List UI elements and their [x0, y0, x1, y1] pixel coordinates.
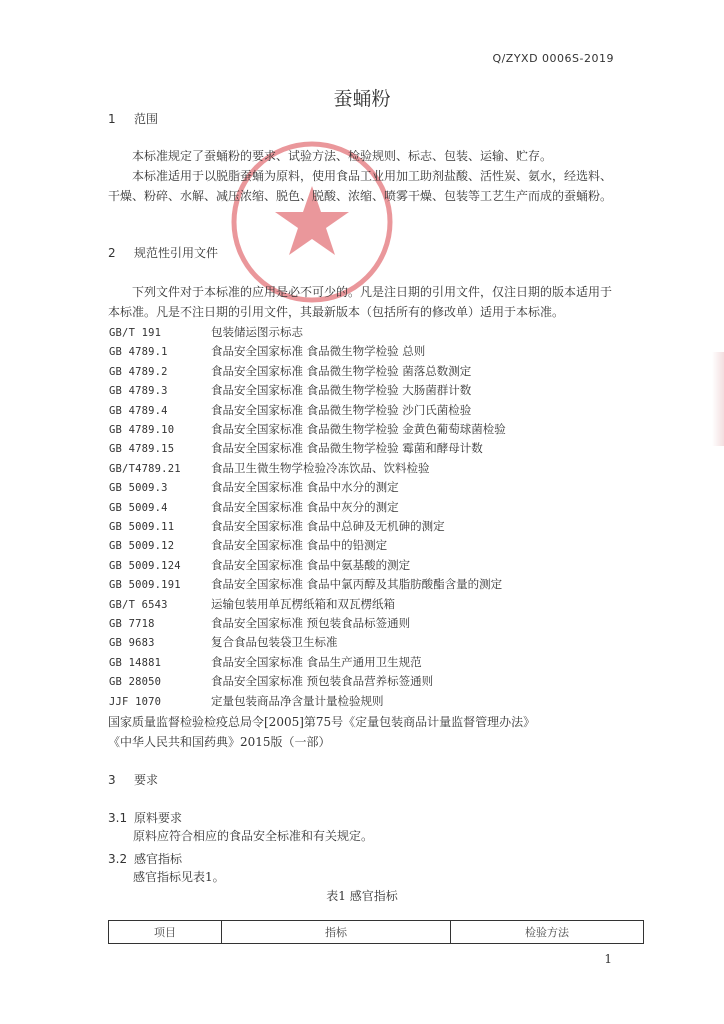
reference-code: GB 7718	[109, 618, 155, 630]
reference-title: 食品安全国家标准 食品中灰分的测定	[211, 499, 399, 514]
reference-title: 食品安全国家标准 食品微生物学检验 大肠菌群计数	[211, 383, 472, 398]
reference-item	[109, 479, 399, 498]
section-3-2-text: 感官指标见表1。	[133, 870, 225, 884]
reference-title: 食品安全国家标准 预包装食品营养标签通则	[211, 674, 434, 689]
document-title: 蚕蛹粉	[333, 88, 391, 110]
reference-code: GB 14881	[109, 656, 162, 669]
section-1-heading: 1 范围	[108, 112, 159, 126]
reference-item	[109, 615, 410, 634]
reference-code: GB 4789.2	[109, 365, 168, 378]
reference-code: JJF 1070	[109, 695, 162, 708]
reference-title: 食品安全国家标准 食品生产通用卫生规范	[211, 654, 422, 669]
reference-code: GB 4789.4	[109, 404, 168, 417]
reference-item	[109, 673, 433, 692]
reference-title: 食品安全国家标准 食品中氯丙醇及其脂肪酸酯含量的测定	[211, 577, 503, 592]
reference-code: GB 5009.11	[109, 521, 175, 533]
reference-title: 食品安全国家标准 食品微生物学检验 菌落总数测定	[211, 363, 472, 378]
reference-code: GB/T4789.21	[109, 462, 181, 475]
section-3-1-heading: 3.1 原料要求	[108, 811, 183, 825]
reference-item	[109, 654, 422, 673]
reference-title: 食品卫生微生物学检验冷冻饮品、饮料检验	[211, 460, 430, 475]
reference-code: GB 4789.1	[109, 346, 168, 359]
reference-item	[109, 634, 338, 653]
reference-code: GB 5009.191	[109, 579, 181, 592]
reference-code: GB 5009.124	[109, 559, 181, 572]
table-header-row	[109, 921, 644, 944]
reference-item	[109, 343, 425, 362]
reference-code: GB 9683	[109, 637, 155, 650]
reference-item	[109, 440, 483, 459]
reference-title: 食品安全国家标准 预包装食品标签通则	[211, 616, 411, 630]
reference-title: 食品安全国家标准 食品微生物学检验 沙门氏菌检验	[211, 402, 472, 417]
reference-title: 食品安全国家标准 食品微生物学检验 霉菌和酵母计数	[211, 441, 483, 456]
document-number: Q/ZYXD 0006S-2019	[492, 52, 614, 65]
reference-title: 食品安全国家标准 食品中水分的测定	[211, 480, 399, 495]
section-3-2-heading: 3.2 感官指标	[108, 852, 183, 866]
reference-item	[109, 382, 471, 401]
reference-title: 食品安全国家标准 食品中的铅测定	[211, 538, 388, 553]
reference-code: GB 4789.3	[109, 385, 168, 398]
reference-title: 食品安全国家标准 食品中总砷及无机砷的测定	[211, 519, 445, 533]
section-3-heading: 3 要求	[108, 773, 159, 787]
page-number: 1	[604, 952, 612, 966]
sensory-table	[108, 920, 644, 944]
reference-title: 包装储运图示标志	[211, 325, 303, 339]
reference-code: GB 4789.15	[109, 443, 175, 456]
reference-item	[109, 460, 430, 479]
reference-item	[109, 537, 387, 556]
references-intro: 下列文件对于本标准的应用是必不可少的。凡是注日期的引用文件，仅注日期的版本适用于本标准。凡是不注日期的引用文件，其最新版本（包括所有的修改单）适用于本标准。	[108, 285, 613, 319]
scan-edge-mark	[712, 352, 724, 446]
reference-code: GB 28050	[109, 676, 162, 689]
section-3-1-text: 原料应符合相应的食品安全标准和有关规定。	[133, 829, 374, 843]
reference-title: 食品安全国家标准 食品微生物学检验 金黄色葡萄球菌检验	[211, 422, 506, 436]
reference-item	[109, 693, 384, 712]
reference-item	[109, 363, 471, 382]
reference-item	[109, 402, 471, 421]
reference-title: 复合食品包装袋卫生标准	[211, 635, 338, 650]
reference-code: GB 5009.3	[109, 482, 168, 495]
scope-paragraph-2: 本标准适用于以脱脂蚕蛹为原料，使用食品工业用加工助剂盐酸、活性炭、氨水，经选料、干燥、粉碎、水解、减压浓缩、脱色、脱酸、浓缩、喷雾干燥、包装等工艺生产而成的蚕蛹粉。	[108, 169, 613, 203]
reference-title: 运输包装用单瓦楞纸箱和双瓦楞纸箱	[211, 596, 395, 611]
reference-extra-1: 国家质量监督检验检疫总局令[2005]第75号《定量包装商品计量监督管理办法》	[108, 715, 536, 729]
reference-title: 定量包装商品净含量计量检验规则	[211, 693, 384, 708]
table-header-method: 检验方法	[451, 921, 644, 944]
reference-code: GB 5009.12	[109, 540, 175, 553]
reference-title: 食品安全国家标准 食品中氨基酸的测定	[211, 557, 411, 572]
reference-code: GB 4789.10	[109, 424, 175, 436]
reference-item	[109, 324, 303, 343]
scope-paragraph-1: 本标准规定了蚕蛹粉的要求、试验方法、检验规则、标志、包装、运输、贮存。	[132, 149, 553, 163]
reference-item	[109, 518, 445, 537]
reference-item	[109, 421, 506, 440]
table-header-item: 项目	[109, 921, 222, 944]
reference-item	[109, 557, 410, 576]
reference-item	[109, 576, 502, 595]
reference-item	[109, 499, 399, 518]
table-caption: 表1 感官指标	[326, 889, 398, 903]
table-header-indicator: 指标	[222, 921, 451, 944]
reference-item	[109, 596, 395, 615]
reference-code: GB/T 191	[109, 327, 162, 339]
reference-code: GB 5009.4	[109, 501, 168, 514]
reference-extra-2: 《中华人民共和国药典》2015版（一部）	[108, 735, 331, 749]
section-2-heading: 2 规范性引用文件	[108, 246, 219, 260]
reference-title: 食品安全国家标准 食品微生物学检验 总则	[211, 344, 426, 359]
reference-code: GB/T 6543	[109, 598, 168, 611]
